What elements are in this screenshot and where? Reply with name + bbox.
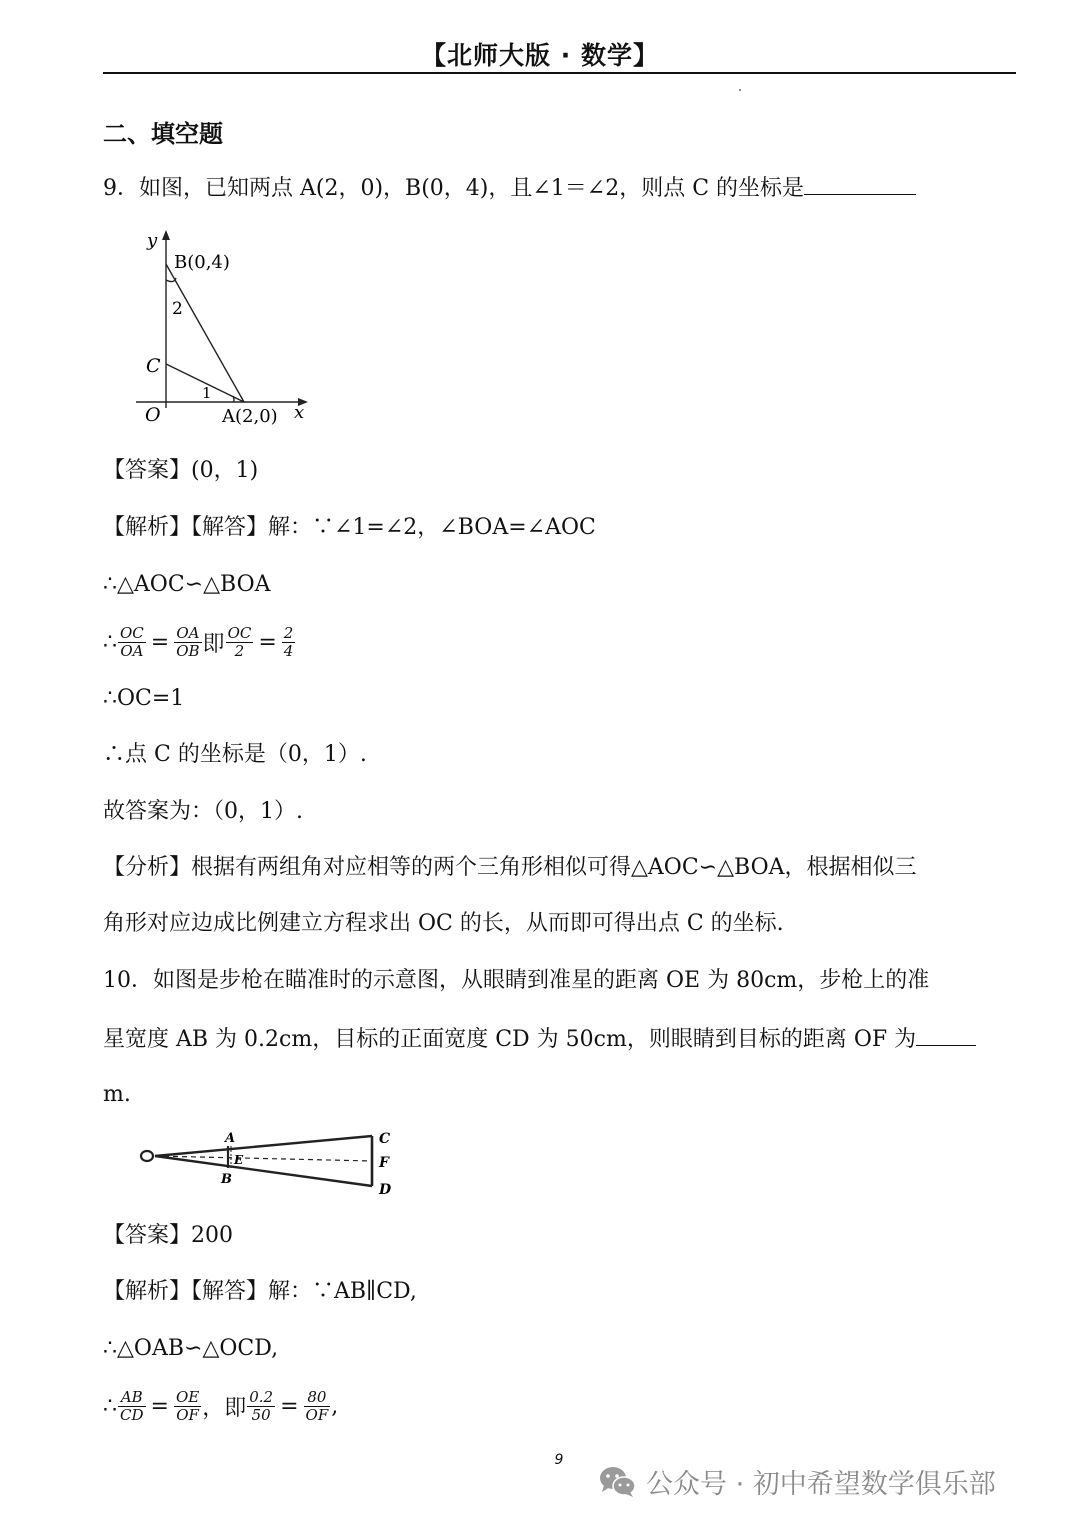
q10-answer-blank <box>916 1023 976 1046</box>
label-o-ring <box>141 1151 153 1161</box>
label-b: B <box>221 1172 232 1187</box>
label-x: x <box>294 402 305 423</box>
label-d: D <box>379 1182 392 1198</box>
section-title: 二、填空题 <box>103 120 223 148</box>
equals-sign: = <box>150 1393 169 1419</box>
label-o: O <box>145 404 161 426</box>
fraction: $\frac{OA}{OB}$ <box>176 623 200 660</box>
stray-dot <box>739 89 741 91</box>
therefore-symbol: ∴ <box>103 1393 117 1419</box>
label-angle2: 2 <box>172 299 183 319</box>
q9-solution-line1: 【解析】【解答】解：∵∠1=∠2，∠BOA=∠AOC <box>103 515 596 540</box>
header-divider <box>103 72 1016 74</box>
label-b: B(0,4) <box>174 252 230 273</box>
q9-answer: 【答案】(0，1) <box>103 458 259 483</box>
fraction: $\frac{OC}{OA}$ <box>120 623 144 660</box>
line-oc <box>155 1136 372 1156</box>
q10-question-text: 星宽度 AB 为 0.2cm，目标的正面宽度 CD 为 50cm，则眼睛到目标的距离 OF 为 <box>103 1027 917 1052</box>
fraction: $\frac{2}{4}$ <box>283 623 294 660</box>
fraction: $\frac{AB}{CD}$ <box>120 1387 144 1424</box>
q10-answer: 【答案】200 <box>103 1223 233 1248</box>
fraction: $\frac{0.2}{50}$ <box>249 1387 274 1424</box>
label-f: F <box>379 1155 389 1171</box>
equals-sign: = <box>258 629 277 655</box>
equals-sign: = <box>150 629 170 655</box>
label-a: A <box>225 1131 236 1146</box>
q10-solution-line1: 【解析】【解答】解：∵AB∥CD, <box>103 1279 417 1304</box>
equals-sign: = <box>280 1393 299 1419</box>
q9-analysis-line1: 【分析】根据有两组角对应相等的两个三角形相似可得△AOC∽△BOA，根据相似三 <box>103 855 917 880</box>
q9-question-text: 9．如图，已知两点 A(2，0)，B(0，4)，且∠1＝∠2，则点 C 的坐标是 <box>103 176 805 201</box>
segment-ba <box>166 264 244 402</box>
q10-figure <box>135 1122 405 1202</box>
fraction: $\frac{80}{OF}$ <box>305 1387 329 1424</box>
fraction: $\frac{OE}{OF}$ <box>175 1387 200 1424</box>
q9-equation <box>103 617 296 667</box>
q9-figure <box>130 228 330 433</box>
label-c: C <box>379 1131 391 1147</box>
connector-text: 即 <box>202 631 225 657</box>
wechat-icon <box>598 1465 638 1499</box>
q9-solution-line4: ∴OC=1 <box>103 686 185 711</box>
q10-solution-line2: ∴△OAB∽△OCD, <box>103 1336 279 1361</box>
watermark-text: 公众号 · 初中希望数学俱乐部 <box>646 1469 996 1500</box>
therefore-symbol: ∴ <box>103 629 117 655</box>
page-number: 9 <box>554 1452 564 1468</box>
label-e: E <box>234 1153 244 1167</box>
label-a: A(2,0) <box>222 406 278 427</box>
connector-text: ，即 <box>202 1395 247 1421</box>
q9-answer-blank <box>804 172 916 195</box>
q9-question <box>103 172 916 204</box>
q10-question-line1: 10．如图是步枪在瞄准时的示意图，从眼睛到准星的距离 OE 为 80cm，步枪上的准 <box>103 968 930 993</box>
q10-equation <box>103 1381 338 1431</box>
label-angle1: 1 <box>202 384 212 402</box>
label-y: y <box>147 230 158 251</box>
q9-solution-line5: ∴点 C 的坐标是（0，1）. <box>103 742 367 767</box>
comma: , <box>331 1393 339 1419</box>
q10-question-line3: m. <box>103 1082 131 1107</box>
label-c: C <box>146 355 161 377</box>
fraction: $\frac{OC}{2}$ <box>227 623 252 660</box>
q9-solution-line2: ∴△AOC∽△BOA <box>103 572 271 597</box>
q9-solution-line6: 故答案为：（0，1）. <box>103 799 303 824</box>
angle1-arc <box>233 396 234 402</box>
q9-analysis-line2: 角形对应边成比例建立方程求出 OC 的长，从而即可得出点 C 的坐标. <box>103 911 784 936</box>
watermark <box>598 1462 996 1501</box>
page-header: 【北师大版 · 数学】 <box>421 41 659 70</box>
q10-question-line2 <box>103 1023 976 1055</box>
y-arrow <box>162 230 170 240</box>
